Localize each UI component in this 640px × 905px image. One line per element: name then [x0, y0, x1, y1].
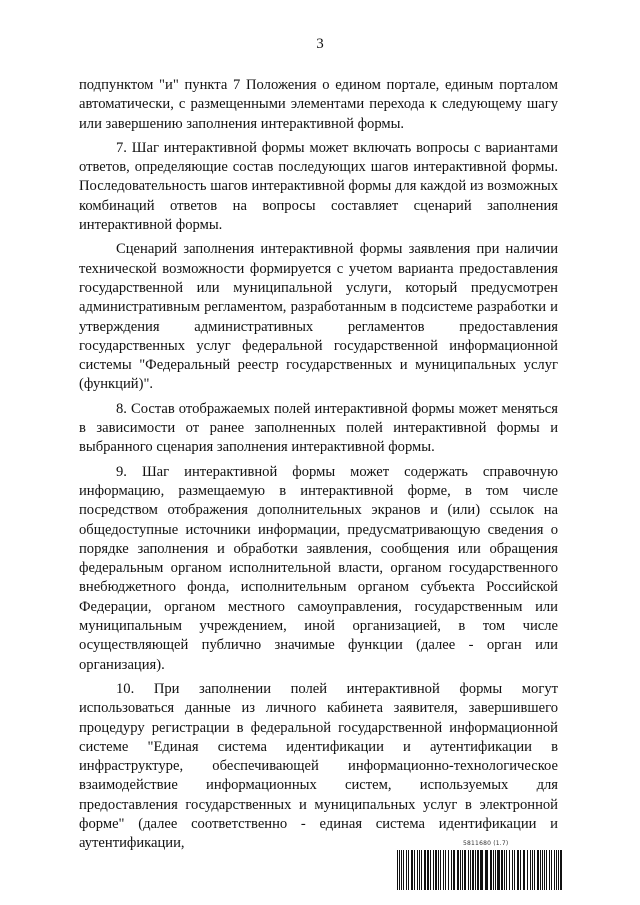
- barcode-bar: [408, 850, 409, 890]
- barcode-bar: [464, 850, 466, 890]
- barcode-bar: [472, 850, 474, 890]
- barcode-bar: [554, 850, 555, 890]
- paragraph-scenario: Сценарий заполнения интерактивной формы заявления при наличии технической возможности формируется с учетом варианта предоставления государственной или муниципальной услуги, который предусмотрен административным регламентом, разработанным в подсистеме разработки и утверждения административных регламентов предоставления государственных услуг федеральной государственной информационной системы "Федеральный реестр государственных и муниципальных услуг (функций)".: [79, 241, 558, 393]
- barcode-bar: [527, 850, 528, 890]
- barcode-bar: [514, 850, 515, 890]
- barcode-bar: [438, 850, 439, 890]
- barcode-bar: [558, 850, 559, 890]
- barcode-bar: [480, 850, 483, 890]
- barcode-bar: [546, 850, 547, 890]
- barcode-bar: [475, 850, 476, 890]
- barcode-bar: [493, 850, 494, 890]
- document-barcode: [395, 840, 565, 892]
- barcode-bar: [551, 850, 552, 890]
- barcode-bar: [512, 850, 513, 890]
- barcode-bar: [495, 850, 496, 890]
- barcode-bar: [462, 850, 463, 890]
- barcode-bar: [504, 850, 505, 890]
- barcode-label: 5811680 (1.7): [463, 840, 509, 847]
- barcode-bar: [530, 850, 531, 890]
- barcode-bar: [427, 850, 429, 890]
- barcode-bar: [517, 850, 519, 890]
- barcode-bar: [501, 850, 503, 890]
- barcode-bar: [490, 850, 492, 890]
- barcode-bar: [417, 850, 418, 890]
- barcode-bar: [419, 850, 420, 890]
- barcode-bar: [433, 850, 434, 890]
- barcode-bar: [560, 850, 562, 890]
- barcode-bar: [534, 850, 535, 890]
- barcode-bar: [497, 850, 500, 890]
- barcode-bar: [460, 850, 461, 890]
- barcode-bar: [523, 850, 525, 890]
- barcode-bar: [421, 850, 422, 890]
- barcode-bar: [445, 850, 446, 890]
- barcode-bar: [399, 850, 400, 890]
- barcode-bar: [440, 850, 441, 890]
- barcode-bar: [540, 850, 541, 890]
- barcode-bar: [506, 850, 507, 890]
- barcode-bar: [549, 850, 550, 890]
- barcode-bar: [520, 850, 521, 890]
- paragraph-item-9: 9. Шаг интерактивной формы может содержать справочную информацию, размещаемую в интерактивной форме, в том числе посредством отображения дополнительных экранов и (или) ссылок на общедоступные источники информации, предусматривающую сведения о порядке заполнения и обработки заявления, сообщения или обращения федеральным органом исполнительной власти, органом государственного внебюджетного фонда, исполнительным органом субъекта Российской Федерации, органом местного самоуправления, государственным или муниципальным учреждением, иной организацией, в том числе осуществляющей публично значимые функции (далее - орган или организация).: [79, 463, 558, 673]
- paragraph-continuation: подпунктом "и" пункта 7 Положения о едином портале, единым порталом автоматически, с размещенными элементами перехода к следующему шагу или завершению заполнения интерактивной формы.: [79, 77, 558, 132]
- barcode-bar: [424, 850, 426, 890]
- barcode-bar: [468, 850, 469, 890]
- barcode-bar: [414, 850, 415, 890]
- barcode-bar: [542, 850, 543, 890]
- barcode-bar: [411, 850, 413, 890]
- barcode-bar: [544, 850, 545, 890]
- barcode-bar: [397, 850, 398, 890]
- barcode-bar: [448, 850, 449, 890]
- barcode-bar: [403, 850, 404, 890]
- barcode-icon: [395, 850, 565, 890]
- barcode-bar: [556, 850, 557, 890]
- barcode-bar: [485, 850, 488, 890]
- barcode-bar: [532, 850, 533, 890]
- paragraph-item-8: 8. Состав отображаемых полей интерактивной формы может меняться в зависимости от ранее заполненных полей интерактивной формы и выбранного сценария заполнения интерактивной формы.: [79, 400, 558, 456]
- barcode-bar: [443, 850, 444, 890]
- paragraph-item-7: 7. Шаг интерактивной формы может включать вопросы с вариантами ответов, определяющие состав последующих шагов интерактивной формы. Последовательность шагов интерактивной формы для каждой из возможных комбинаций ответов на вопросы составляет сценарий заполнения интерактивной формы.: [79, 139, 558, 234]
- barcode-bar: [470, 850, 471, 890]
- paragraph-item-10: 10. При заполнении полей интерактивной формы могут использоваться данные из личного кабинета заявителя, завершившего процедуру регистрации в федеральной государственной информационной системе "Единая система идентификации и аутентификации в инфраструктуре, обеспечивающей информационно-технологическое взаимодействие информационных систем, используемых для предоставления государственных и муниципальных услуг в электронной форме" (далее соответственно - единая система идентификации и аутентификации,: [79, 680, 558, 852]
- page-number: 3: [316, 36, 324, 52]
- barcode-bar: [457, 850, 459, 890]
- barcode-bar: [537, 850, 539, 890]
- barcode-bar: [430, 850, 431, 890]
- barcode-bar: [406, 850, 407, 890]
- barcode-bar: [453, 850, 455, 890]
- document-body: [79, 76, 558, 859]
- barcode-bar: [509, 850, 510, 890]
- barcode-bar: [435, 850, 437, 890]
- barcode-bar: [451, 850, 452, 890]
- barcode-bar: [477, 850, 479, 890]
- barcode-bar: [401, 850, 402, 890]
